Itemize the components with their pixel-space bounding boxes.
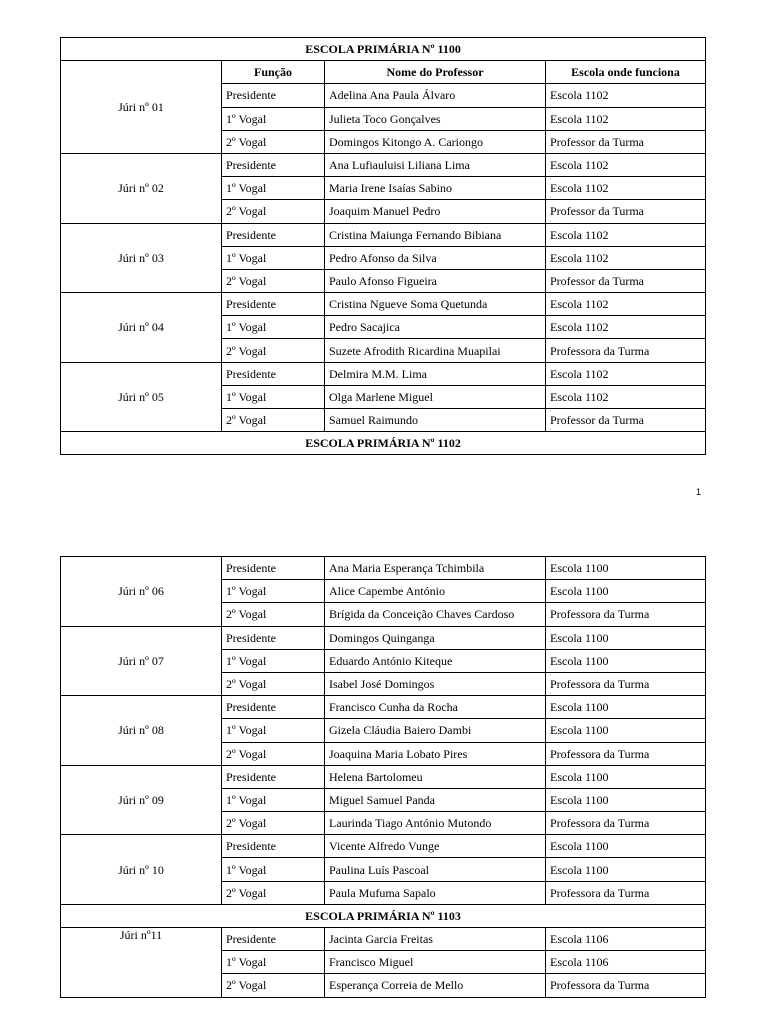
juri-label: Júri nº 06 <box>61 557 222 627</box>
table-row <box>61 928 706 951</box>
escola-cell: Professora da Turma <box>546 339 706 362</box>
funcao-cell: Presidente <box>222 362 325 385</box>
funcao-cell: 2º Vogal <box>222 812 325 835</box>
funcao-cell: Presidente <box>222 293 325 316</box>
funcao-cell: 1º Vogal <box>222 580 325 603</box>
escola-cell: Professor da Turma <box>546 409 706 432</box>
school-title: ESCOLA PRIMÁRIA Nº 1103 <box>61 904 706 927</box>
jury-table-page-1 <box>60 37 706 455</box>
escola-cell: Professor da Turma <box>546 200 706 223</box>
funcao-cell: 1º Vogal <box>222 177 325 200</box>
header-funcao: Função <box>222 61 325 84</box>
table-row <box>61 835 706 858</box>
funcao-cell: 1º Vogal <box>222 858 325 881</box>
escola-cell: Escola 1100 <box>546 696 706 719</box>
school-title: ESCOLA PRIMÁRIA Nº 1100 <box>61 38 706 61</box>
funcao-cell: Presidente <box>222 223 325 246</box>
escola-cell: Escola 1100 <box>546 835 706 858</box>
professor-name-cell: Ana Lufiauluisi Liliana Lima <box>325 153 546 176</box>
escola-cell: Escola 1100 <box>546 765 706 788</box>
funcao-cell: 2º Vogal <box>222 269 325 292</box>
escola-cell: Professor da Turma <box>546 269 706 292</box>
escola-cell: Escola 1102 <box>546 316 706 339</box>
professor-name-cell: Francisco Miguel <box>325 951 546 974</box>
professor-name-cell: Isabel José Domingos <box>325 672 546 695</box>
professor-name-cell: Jacinta Garcia Freitas <box>325 928 546 951</box>
school-title: ESCOLA PRIMÁRIA Nº 1102 <box>61 432 706 455</box>
professor-name-cell: Esperança Correia de Mello <box>325 974 546 997</box>
escola-cell: Professora da Turma <box>546 603 706 626</box>
funcao-cell: 2º Vogal <box>222 603 325 626</box>
professor-name-cell: Ana Maria Esperança Tchimbila <box>325 557 546 580</box>
juri-label: Júri nº 08 <box>61 696 222 766</box>
professor-name-cell: Miguel Samuel Panda <box>325 788 546 811</box>
professor-name-cell: Cristina Maiunga Fernando Bibiana <box>325 223 546 246</box>
professor-name-cell: Helena Bartolomeu <box>325 765 546 788</box>
funcao-cell: 2º Vogal <box>222 409 325 432</box>
funcao-cell: 1º Vogal <box>222 246 325 269</box>
juri-label: Júri nº11 <box>61 928 222 998</box>
school-row <box>61 904 706 927</box>
escola-cell: Escola 1102 <box>546 223 706 246</box>
professor-name-cell: Joaquim Manuel Pedro <box>325 200 546 223</box>
funcao-cell: Presidente <box>222 84 325 107</box>
professor-name-cell: Samuel Raimundo <box>325 409 546 432</box>
table-row <box>61 696 706 719</box>
funcao-cell: 2º Vogal <box>222 742 325 765</box>
funcao-cell: 1º Vogal <box>222 719 325 742</box>
professor-name-cell: Brígida da Conceição Chaves Cardoso <box>325 603 546 626</box>
table-row <box>61 293 706 316</box>
table-row <box>61 765 706 788</box>
escola-cell: Escola 1102 <box>546 246 706 269</box>
professor-name-cell: Suzete Afrodith Ricardina Muapilai <box>325 339 546 362</box>
escola-cell: Escola 1102 <box>546 293 706 316</box>
professor-name-cell: Delmira M.M. Lima <box>325 362 546 385</box>
funcao-cell: Presidente <box>222 626 325 649</box>
escola-cell: Escola 1106 <box>546 928 706 951</box>
escola-cell: Professor da Turma <box>546 130 706 153</box>
juri-label: Júri nº 03 <box>61 223 222 293</box>
escola-cell: Escola 1102 <box>546 177 706 200</box>
escola-cell: Escola 1106 <box>546 951 706 974</box>
funcao-cell: Presidente <box>222 557 325 580</box>
escola-cell: Escola 1102 <box>546 84 706 107</box>
professor-name-cell: Alice Capembe António <box>325 580 546 603</box>
table-row <box>61 223 706 246</box>
professor-name-cell: Cristina Ngueve Soma Quetunda <box>325 293 546 316</box>
juri-label: Júri nº 04 <box>61 293 222 363</box>
escola-cell: Escola 1102 <box>546 107 706 130</box>
funcao-cell: Presidente <box>222 696 325 719</box>
juri-label: Júri nº 09 <box>61 765 222 835</box>
juri-label: Júri nº 07 <box>61 626 222 696</box>
escola-cell: Professora da Turma <box>546 974 706 997</box>
juri-label: Júri nº 01 <box>61 61 222 154</box>
juri-label: Júri nº 02 <box>61 153 222 223</box>
school-row <box>61 432 706 455</box>
table-row <box>61 626 706 649</box>
professor-name-cell: Domingos Quinganga <box>325 626 546 649</box>
escola-cell: Escola 1102 <box>546 385 706 408</box>
funcao-cell: 1º Vogal <box>222 107 325 130</box>
professor-name-cell: Domingos Kitongo A. Cariongo <box>325 130 546 153</box>
header-row <box>61 61 706 84</box>
escola-cell: Professora da Turma <box>546 742 706 765</box>
professor-name-cell: Paulina Luís Pascoal <box>325 858 546 881</box>
juri-label: Júri nº 05 <box>61 362 222 432</box>
header-escola: Escola onde funciona <box>546 61 706 84</box>
funcao-cell: 1º Vogal <box>222 788 325 811</box>
funcao-cell: Presidente <box>222 153 325 176</box>
professor-name-cell: Laurinda Tiago António Mutondo <box>325 812 546 835</box>
professor-name-cell: Maria Irene Isaías Sabino <box>325 177 546 200</box>
escola-cell: Escola 1100 <box>546 719 706 742</box>
funcao-cell: Presidente <box>222 835 325 858</box>
funcao-cell: Presidente <box>222 928 325 951</box>
table-row <box>61 153 706 176</box>
escola-cell: Escola 1100 <box>546 788 706 811</box>
professor-name-cell: Vicente Alfredo Vunge <box>325 835 546 858</box>
funcao-cell: 2º Vogal <box>222 130 325 153</box>
professor-name-cell: Gizela Cláudia Baiero Dambi <box>325 719 546 742</box>
escola-cell: Escola 1100 <box>546 858 706 881</box>
professor-name-cell: Paulo Afonso Figueira <box>325 269 546 292</box>
funcao-cell: 2º Vogal <box>222 672 325 695</box>
escola-cell: Escola 1102 <box>546 153 706 176</box>
page-number: 1 <box>696 487 702 497</box>
school-row <box>61 38 706 61</box>
professor-name-cell: Adelina Ana Paula Álvaro <box>325 84 546 107</box>
table-row <box>61 362 706 385</box>
escola-cell: Professora da Turma <box>546 812 706 835</box>
funcao-cell: 1º Vogal <box>222 316 325 339</box>
jury-table-page-2 <box>60 556 706 998</box>
professor-name-cell: Eduardo António Kiteque <box>325 649 546 672</box>
table-row <box>61 557 706 580</box>
escola-cell: Escola 1100 <box>546 580 706 603</box>
professor-name-cell: Francisco Cunha da Rocha <box>325 696 546 719</box>
escola-cell: Professora da Turma <box>546 672 706 695</box>
escola-cell: Escola 1100 <box>546 649 706 672</box>
juri-label: Júri nº 10 <box>61 835 222 905</box>
header-nome: Nome do Professor <box>325 61 546 84</box>
funcao-cell: 1º Vogal <box>222 951 325 974</box>
professor-name-cell: Joaquina Maria Lobato Pires <box>325 742 546 765</box>
professor-name-cell: Olga Marlene Miguel <box>325 385 546 408</box>
funcao-cell: 2º Vogal <box>222 339 325 362</box>
escola-cell: Escola 1102 <box>546 362 706 385</box>
funcao-cell: 2º Vogal <box>222 974 325 997</box>
professor-name-cell: Pedro Afonso da Silva <box>325 246 546 269</box>
professor-name-cell: Pedro Sacajica <box>325 316 546 339</box>
escola-cell: Escola 1100 <box>546 626 706 649</box>
funcao-cell: 2º Vogal <box>222 881 325 904</box>
professor-name-cell: Julieta Toco Gonçalves <box>325 107 546 130</box>
funcao-cell: 1º Vogal <box>222 649 325 672</box>
escola-cell: Professora da Turma <box>546 881 706 904</box>
professor-name-cell: Paula Mufuma Sapalo <box>325 881 546 904</box>
funcao-cell: 1º Vogal <box>222 385 325 408</box>
funcao-cell: Presidente <box>222 765 325 788</box>
funcao-cell: 2º Vogal <box>222 200 325 223</box>
escola-cell: Escola 1100 <box>546 557 706 580</box>
